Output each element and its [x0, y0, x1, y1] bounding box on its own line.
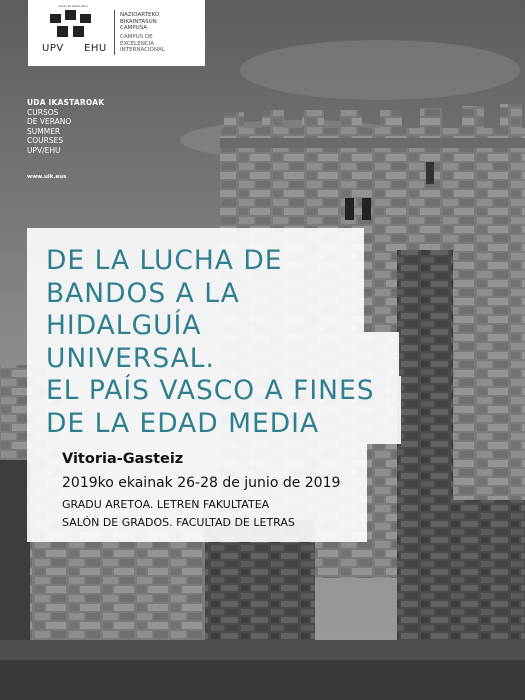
university-emblem-icon: [50, 10, 94, 42]
logo-ehu: EHU: [84, 43, 107, 54]
event-place-basque: GRADU ARETOA. LETREN FAKULTATEA: [62, 498, 270, 511]
page-title: DE LA LUCHA DE BANDOS A LA HIDALGUÍA UNIVERSAL.: [46, 245, 283, 374]
summer-courses-lines: CURSOS DE VERANO SUMMER COURSES UPV/EHU: [27, 107, 72, 155]
logo-divider: [114, 10, 115, 55]
campus-spanish-text: CAMPUS DE EXCELENCIA INTERNACIONAL: [120, 34, 165, 53]
page-subtitle: EL PAÍS VASCO A FINES DE LA EDAD MEDIA: [46, 375, 375, 439]
logo-motto: eman ta zabal zazu: [58, 4, 88, 8]
summer-courses-heading: UDA IKASTAROAK: [27, 98, 105, 107]
event-place-spanish: SALÓN DE GRADOS. FACULTAD DE LETRAS: [62, 516, 295, 529]
campus-basque-text: NAZIOARTEKO BIKAINTASUN CAMPUSA: [120, 12, 160, 31]
logo-upv: UPV: [42, 43, 64, 54]
website-link[interactable]: www.uik.eus: [27, 174, 67, 180]
summer-courses-block: [27, 98, 104, 155]
upv-ehu-logo: [28, 0, 205, 66]
event-city: Vitoria-Gasteiz: [62, 451, 184, 467]
event-date: 2019ko ekainak 26-28 de junio de 2019: [62, 475, 341, 491]
